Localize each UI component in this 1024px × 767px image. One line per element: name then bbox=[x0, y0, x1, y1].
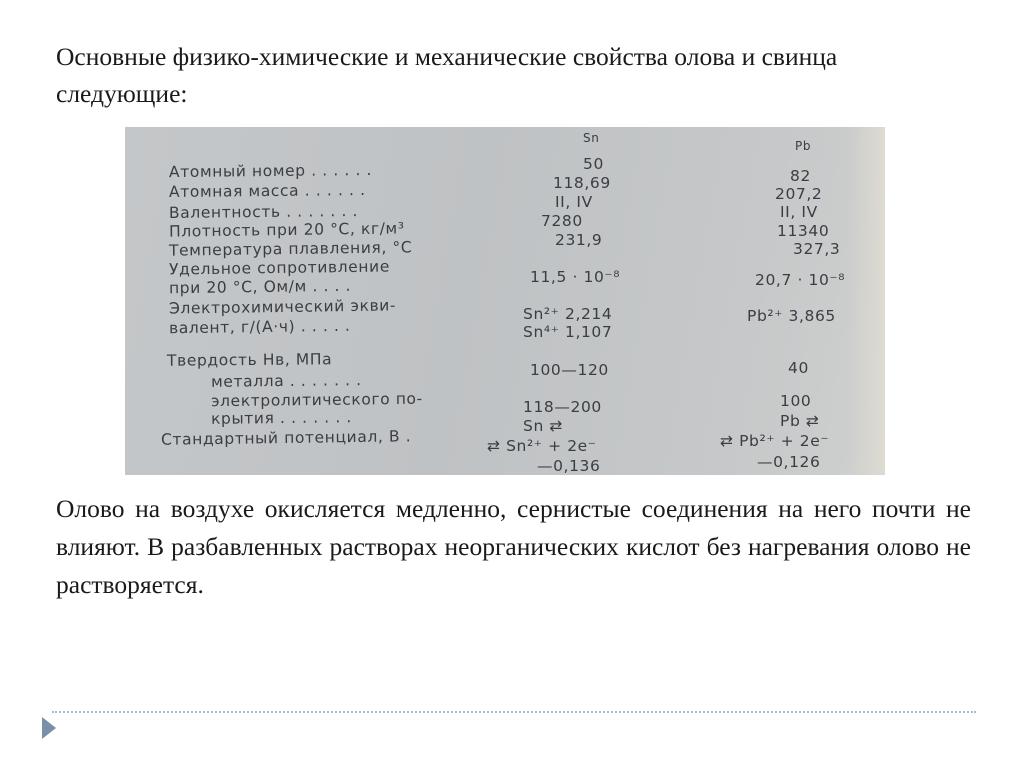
row-pb: II, IV bbox=[780, 203, 818, 221]
row-label: Атомная масса . . . . . . bbox=[168, 180, 366, 202]
row-label: Стандартный потенциал, В . bbox=[160, 427, 412, 449]
row-label: металла . . . . . . . bbox=[210, 371, 362, 391]
row-label: валент, г/(А·ч) . . . . . bbox=[168, 316, 351, 338]
row-label: Твердость Hв, МПа bbox=[166, 350, 333, 370]
row-sn: 118—200 bbox=[523, 398, 602, 416]
row-sn: Sn²⁺ 2,214 bbox=[523, 305, 613, 323]
row-sn: —0,136 bbox=[537, 457, 601, 475]
body-text: Олово на воздухе окисляется медленно, сернистые соединения на него почти не влияют. В разбавленных растворах неорганических кислот без нагревания олово не растворяется. bbox=[56, 494, 971, 599]
footer-divider bbox=[52, 711, 976, 713]
row-sn: Sn⁴⁺ 1,107 bbox=[523, 323, 613, 341]
row-sn: 100—120 bbox=[530, 361, 609, 379]
row-sn: 118,69 bbox=[553, 174, 611, 192]
row-sn: II, IV bbox=[555, 193, 593, 211]
row-pb: Pb ⇄ bbox=[780, 412, 820, 430]
row-label: при 20 °С, Ом/м . . . . bbox=[168, 276, 352, 298]
row-pb: 327,3 bbox=[793, 240, 841, 258]
row-label: Валентность . . . . . . . bbox=[168, 202, 359, 222]
row-label: Плотность при 20 °С, кг/м³ bbox=[168, 219, 405, 241]
row-pb: 82 bbox=[790, 167, 811, 185]
header-pb: Pb bbox=[795, 139, 812, 153]
row-sn: 50 bbox=[583, 155, 604, 173]
intro-text: Основные физико-химические и механические свойства олова и свинца следующие: bbox=[56, 42, 838, 108]
row-label: Электрохимический экви- bbox=[168, 296, 397, 318]
row-pb: 11340 bbox=[777, 222, 830, 240]
row-pb: 40 bbox=[788, 359, 809, 377]
row-sn: 231,9 bbox=[555, 231, 603, 249]
row-sn: ⇄ Sn²⁺ + 2e⁻ bbox=[487, 437, 597, 455]
row-pb: ⇄ Pb²⁺ + 2e⁻ bbox=[720, 432, 830, 450]
row-label: Температура плавления, °С bbox=[168, 238, 413, 260]
row-pb: —0,126 bbox=[757, 453, 821, 471]
row-sn: 7280 bbox=[541, 212, 583, 230]
row-pb: 100 bbox=[780, 392, 812, 410]
row-pb: 20,7 · 10⁻⁸ bbox=[755, 271, 846, 289]
row-label: Атомный номер . . . . . . bbox=[168, 160, 373, 182]
slide-nav-arrow-icon[interactable] bbox=[42, 717, 56, 739]
row-label: Удельное сопротивление bbox=[168, 257, 391, 279]
properties-table-photo bbox=[125, 127, 885, 475]
header-sn: Sn bbox=[583, 131, 600, 145]
row-label: крытия . . . . . . . bbox=[210, 408, 352, 428]
row-label: электролитического по- bbox=[210, 389, 423, 411]
row-pb: Pb²⁺ 3,865 bbox=[747, 307, 836, 325]
row-sn: Sn ⇄ bbox=[523, 417, 563, 435]
row-sn: 11,5 · 10⁻⁸ bbox=[530, 268, 621, 286]
row-pb: 207,2 bbox=[775, 185, 823, 203]
